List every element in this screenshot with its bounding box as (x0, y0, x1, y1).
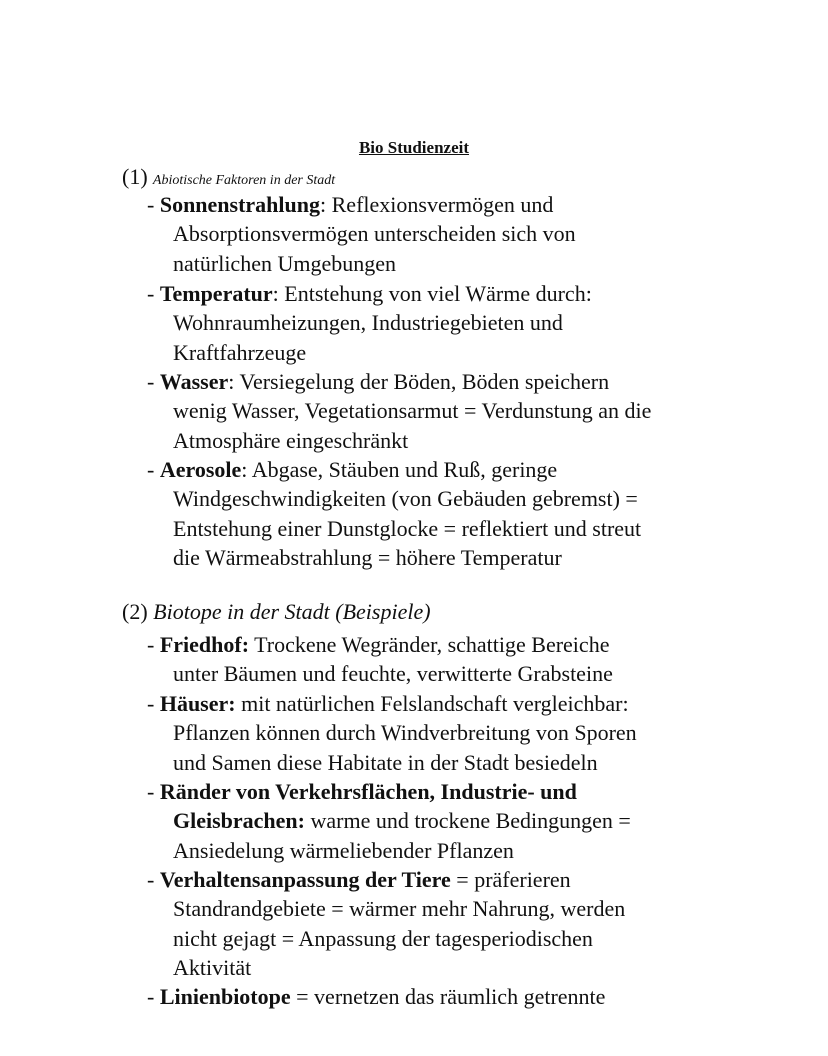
item-term: Linienbiotope (159, 984, 291, 1009)
item-text: Windgeschwindigkeiten (von Gebäuden gebremst) = (173, 486, 638, 512)
item-text: Kraftfahrzeuge (173, 339, 307, 365)
item-term: Gleisbrachen: (173, 808, 305, 834)
item-term: Temperatur (159, 281, 273, 306)
item-text: Aktivität (173, 954, 252, 980)
list-item-raender: - Ränder von Verkehrsflächen, Industrie- und Gleisbrachen: warme und trockene Bedingungen = Ansiedelung wärmeliebender Pflanzen (147, 777, 747, 865)
item-term: Ränder von Verkehrsflächen, Industrie- und (159, 779, 577, 804)
item-text: = vernetzen das räumlich getrennte (290, 984, 606, 1009)
item-text: Entstehung einer Dunstglocke = reflektiert und streut (173, 515, 642, 541)
list-item-temperatur: - Temperatur: Entstehung von viel Wärme durch: Wohnraumheizungen, Industriegebieten und Kraftfahrzeuge (147, 279, 747, 367)
item-term: Häuser: (159, 691, 236, 716)
page-title: Bio Studienzeit (358, 138, 470, 157)
item-text: und Samen diese Habitate in der Stadt besiedeln (173, 749, 598, 775)
list-item-sonnenstrahlung: - Sonnenstrahlung: Reflexionsvermögen und Absorptionsvermögen unterscheiden sich von natürlichen Umgebungen (147, 190, 747, 278)
item-text: warme und trockene Bedingungen = (305, 808, 631, 834)
item-text: wenig Wasser, Vegetationsarmut = Verdunstung an die (173, 398, 652, 424)
item-text: : Entstehung von viel Wärme durch: (272, 281, 592, 306)
item-text: Standrandgebiete = wärmer mehr Nahrung, werden (173, 896, 626, 922)
list-item-wasser: - Wasser: Versiegelung der Böden, Böden speichern wenig Wasser, Vegetationsarmut = Verdunstung an die Atmosphäre eingeschränkt (147, 367, 747, 455)
item-text: Absorptionsvermögen unterscheiden sich von (173, 221, 576, 247)
item-term: Sonnenstrahlung (159, 192, 321, 217)
item-text: : Versiegelung der Böden, Böden speichern (228, 369, 610, 394)
item-term: Verhaltensanpassung der Tiere (159, 867, 451, 892)
item-term: Wasser (159, 369, 229, 394)
section-number: (2) (122, 599, 148, 624)
item-text: die Wärmeabstrahlung = höhere Temperatur (173, 544, 562, 570)
item-text: : Reflexionsvermögen und (320, 192, 554, 217)
item-text: Ansiedelung wärmeliebender Pflanzen (173, 837, 514, 863)
item-text: nicht gejagt = Anpassung der tagesperiodischen (173, 925, 593, 951)
item-text: Atmosphäre eingeschränkt (173, 427, 409, 453)
item-text: = präferieren (450, 867, 571, 892)
list-item-verhaltensanpassung: - Verhaltensanpassung der Tiere = präferieren Standrandgebiete = wärmer mehr Nahrung, werden nicht gejagt = Anpassung der tagesperiodischen Aktivität (147, 865, 747, 982)
item-text: : Abgase, Stäuben und Ruß, geringe (241, 457, 558, 482)
list-item-haeuser: - Häuser: mit natürlichen Felslandschaft vergleichbar: Pflanzen können durch Windverbreitung von Sporen und Samen diese Habitate in der Stadt besiedeln (147, 689, 747, 777)
list-item-friedhof: - Friedhof: Trockene Wegränder, schattige Bereiche unter Bäumen und feuchte, verwitterte Grabsteine (147, 630, 747, 689)
list-item-aerosole: - Aerosole: Abgase, Stäuben und Ruß, geringe Windgeschwindigkeiten (von Gebäuden gebremst) = Entstehung einer Dunstglocke = reflektiert und streut die Wärmeabstrahlung = höhere Temperatur (147, 455, 747, 572)
item-text: unter Bäumen und feuchte, verwitterte Grabsteine (173, 661, 613, 687)
item-text: Wohnraumheizungen, Industriegebieten und (173, 310, 563, 336)
item-text: Trockene Wegränder, schattige Bereiche (249, 632, 610, 657)
section-number: (1) (122, 164, 148, 189)
section-2-heading (122, 598, 431, 626)
item-text: natürlichen Umgebungen (173, 250, 396, 276)
list-item-linienbiotope: - Linienbiotope = vernetzen das räumlich getrennte (147, 984, 606, 1009)
item-text: Pflanzen können durch Windverbreitung von Sporen (173, 720, 637, 746)
item-text: mit natürlichen Felslandschaft vergleichbar: (235, 691, 629, 716)
section-title: Biotope in der Stadt (Beispiele) (153, 599, 431, 624)
item-term: Aerosole (159, 457, 242, 482)
section-title: Abiotische Faktoren in der Stadt (152, 173, 336, 188)
item-term: Friedhof: (159, 632, 250, 657)
